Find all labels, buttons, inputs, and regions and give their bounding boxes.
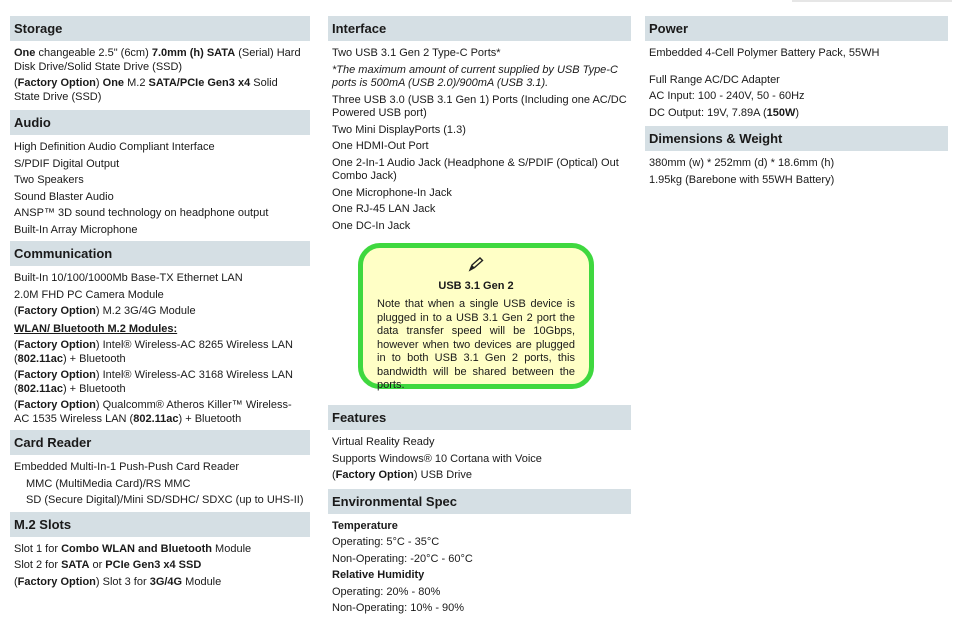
environment-header: Environmental Spec [328, 489, 631, 514]
wlan-heading: WLAN/ Bluetooth M.2 Modules: [14, 322, 178, 335]
usb-note-box [358, 243, 594, 389]
interface-item: One HDMI-Out Port [332, 140, 429, 152]
storage-ssd: (Factory Option) One M.2 SATA/PCIe Gen3 x4 Solid State Drive (SSD) [14, 77, 278, 103]
power-battery: Embedded 4-Cell Polymer Battery Pack, 55WH [649, 47, 880, 59]
features-cortana: Supports Windows® 10 Cortana with Voice [332, 452, 542, 465]
wlan-item: (Factory Option) Qualcomm® Atheros Killer™ Wireless-AC 1535 Wireless LAN (802.11ac) + Bluetooth [14, 399, 292, 425]
power-adapter: Full Range AC/DC Adapter [649, 73, 780, 86]
power-dc-output: DC Output: 19V, 7.89A (150W) [649, 106, 800, 119]
power-header: Power [645, 16, 948, 41]
card-reader-item: MMC (MultiMedia Card)/RS MMC [26, 477, 191, 490]
audio-item: Built-In Array Microphone [14, 223, 138, 236]
interface-header: Interface [328, 16, 631, 41]
interface-item: Two Mini DisplayPorts (1.3) [332, 123, 466, 136]
interface-item: One Microphone-In Jack [332, 186, 452, 199]
card-reader-main: Embedded Multi-In-1 Push-Push Card Reader [14, 461, 240, 473]
audio-item: S/PDIF Digital Output [14, 157, 120, 170]
dimensions-weight: 1.95kg (Barebone with 55WH Battery) [649, 173, 835, 186]
interface-item: One DC-In Jack [332, 219, 411, 232]
dimensions-header: Dimensions & Weight [645, 126, 948, 151]
features-header: Features [328, 405, 631, 430]
note-title: USB 3.1 Gen 2 [438, 280, 514, 292]
card-reader-header: Card Reader [10, 430, 310, 455]
audio-item: High Definition Audio Compliant Interface [14, 141, 215, 153]
humidity-item: Operating: 20% - 80% [332, 585, 441, 598]
audio-item: Sound Blaster Audio [14, 190, 114, 203]
m2-slot-3: (Factory Option) Slot 3 for 3G/4G Module [14, 575, 222, 588]
temperature-heading: Temperature [332, 519, 398, 532]
storage-header: Storage [10, 16, 310, 41]
audio-header: Audio [10, 110, 310, 135]
pencil-icon [377, 256, 575, 276]
wlan-item: (Factory Option) Intel® Wireless-AC 8265 Wireless LAN (802.11ac) + Bluetooth [14, 339, 293, 365]
wlan-item: (Factory Option) Intel® Wireless-AC 3168 Wireless LAN (802.11ac) + Bluetooth [14, 369, 293, 395]
comm-camera: 2.0M FHD PC Camera Module [14, 288, 164, 301]
column-left [10, 16, 310, 592]
storage-hdd: One changeable 2.5" (6cm) 7.0mm (h) SATA (Serial) Hard Disk Drive/Solid State Drive (SSD) [14, 47, 301, 73]
temperature-item: Non-Operating: -20°C - 60°C [332, 552, 473, 565]
m2-slots-header: M.2 Slots [10, 512, 310, 537]
interface-usbc-note: *The maximum amount of current supplied by USB Type-C ports is 500mA (USB 2.0)/900mA (USB 3.1). [332, 63, 618, 89]
note-body: Note that when a single USB device is plugged in to a USB 3.1 Gen 2 port the data transfer speed will be 10Gbps, however when two devices are plugged in to both USB 3.1 Gen 2 ports, this bandwidth will be shared between the ports. [377, 298, 575, 391]
features-vr: Virtual Reality Ready [332, 436, 435, 448]
interface-item: Three USB 3.0 (USB 3.1 Gen 1) Ports (Including one AC/DC Powered USB port) [332, 93, 627, 119]
top-right-rule [792, 0, 952, 2]
interface-usbc: Two USB 3.1 Gen 2 Type-C Ports* [332, 47, 501, 59]
card-reader-item: SD (Secure Digital)/Mini SD/SDHC/ SDXC (up to UHS-II) [26, 494, 304, 506]
temperature-item: Operating: 5°C - 35°C [332, 536, 440, 548]
interface-item: One 2-In-1 Audio Jack (Headphone & S/PDIF (Optical) Out Combo Jack) [332, 156, 619, 182]
interface-item: One RJ-45 LAN Jack [332, 203, 436, 215]
column-right [645, 16, 948, 190]
power-ac-input: AC Input: 100 - 240V, 50 - 60Hz [649, 90, 805, 102]
humidity-heading: Relative Humidity [332, 569, 425, 581]
comm-module: (Factory Option) M.2 3G/4G Module [14, 305, 196, 317]
audio-item: ANSP™ 3D sound technology on headphone output [14, 207, 269, 219]
comm-lan: Built-In 10/100/1000Mb Base-TX Ethernet LAN [14, 272, 243, 284]
humidity-item: Non-Operating: 10% - 90% [332, 602, 465, 614]
m2-slot-2: Slot 2 for SATA or PCIe Gen3 x4 SSD [14, 559, 202, 571]
features-usb-drive: (Factory Option) USB Drive [332, 469, 472, 481]
m2-slot-1: Slot 1 for Combo WLAN and Bluetooth Module [14, 542, 252, 555]
column-middle [328, 16, 631, 619]
audio-item: Two Speakers [14, 174, 84, 186]
communication-header: Communication [10, 241, 310, 266]
dimensions-size: 380mm (w) * 252mm (d) * 18.6mm (h) [649, 157, 835, 169]
